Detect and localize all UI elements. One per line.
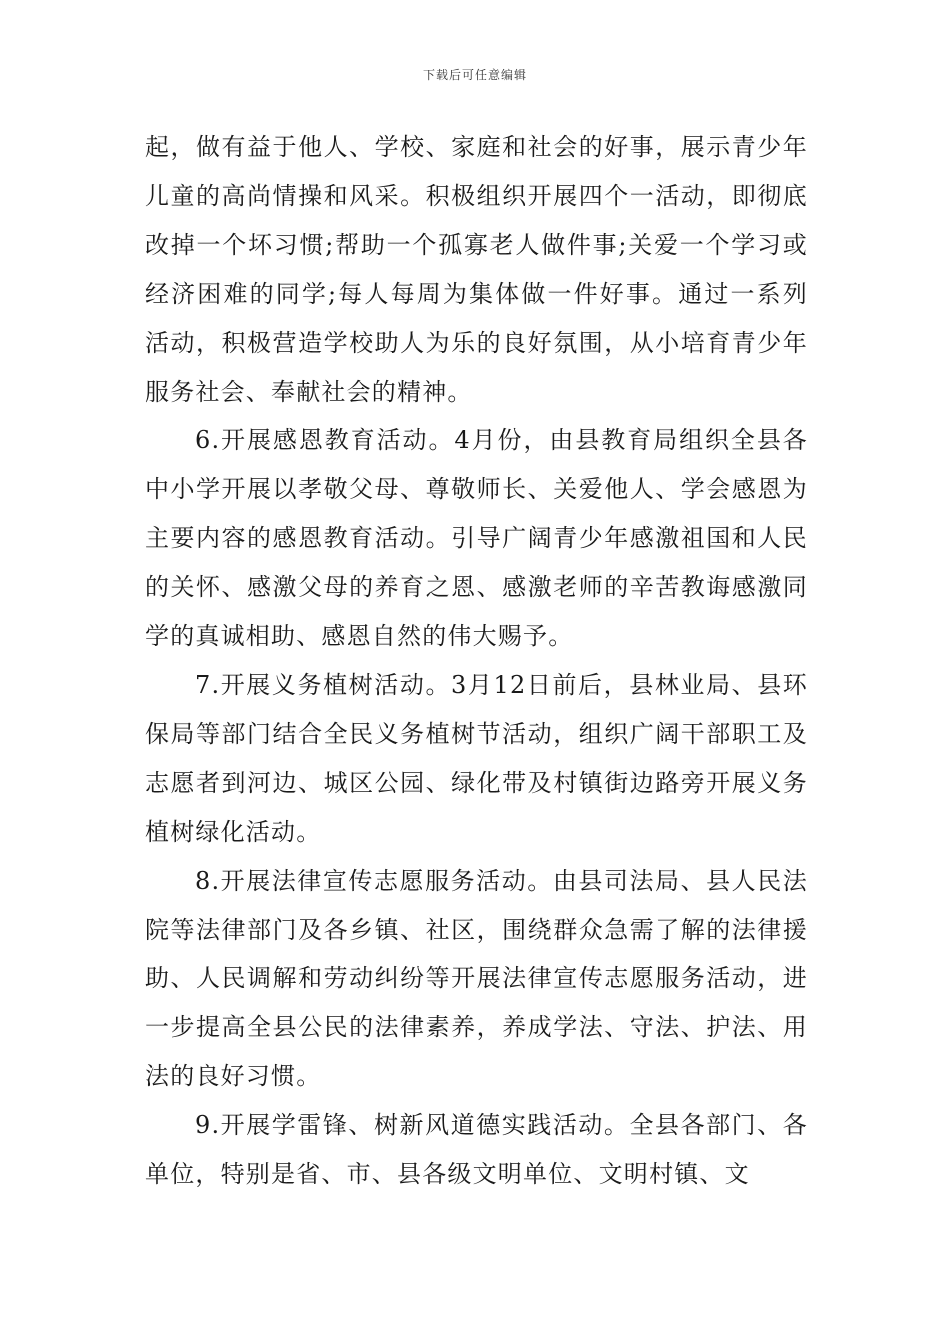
- document-body: [145, 123, 808, 1199]
- paragraph-item-6: 6.开展感恩教育活动。4月份，由县教育局组织全县各中小学开展以孝敬父母、尊敬师长、关爱他人、学会感恩为主要内容的感恩教育活动。引导广阔青少年感激祖国和人民的关怀、感激父母的养育之恩、感激老师的辛苦教诲感激同学的真诚相助、感恩自然的伟大赐予。: [145, 426, 808, 651]
- page-header: 下载后可任意编辑: [422, 68, 527, 82]
- paragraph-item-7: 7.开展义务植树活动。3月12日前后，县林业局、县环保局等部门结合全民义务植树节活动，组织广阔干部职工及志愿者到河边、城区公园、绿化带及村镇街边路旁开展义务植树绿化活动。: [145, 670, 808, 846]
- paragraph-item-9: 9.开展学雷锋、树新风道德实践活动。全县各部门、各单位，特别是省、市、县各级文明单位、文明村镇、文: [145, 1111, 808, 1189]
- paragraph-item-8: 8.开展法律宣传志愿服务活动。由县司法局、县人民法院等法律部门及各乡镇、社区，围绕群众急需了解的法律援助、人民调解和劳动纠纷等开展法律宣传志愿服务活动，进一步提高全县公民的法律素养，养成学法、守法、护法、用法的良好习惯。: [145, 866, 808, 1091]
- paragraph-continuation: 起，做有益于他人、学校、家庭和社会的好事，展示青少年儿童的高尚情操和风采。积极组织开展四个一活动，即彻底改掉一个坏习惯;帮助一个孤寡老人做件事;关爱一个学习或经济困难的同学;每人每周为集体做一件好事。通过一系列活动，积极营造学校助人为乐的良好氛围，从小培育青少年服务社会、奉献社会的精神。: [145, 133, 808, 406]
